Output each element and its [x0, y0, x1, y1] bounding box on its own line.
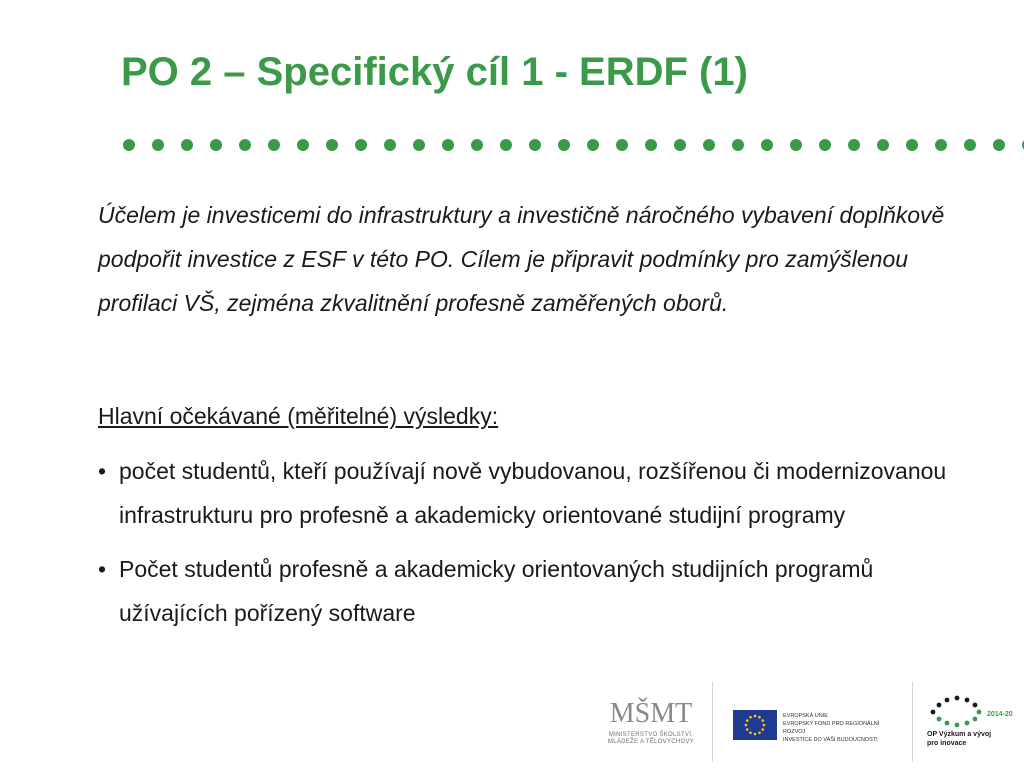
eu-star-icon	[758, 731, 761, 734]
divider-dot	[297, 139, 309, 151]
divider-dot	[790, 139, 802, 151]
list-item	[98, 449, 978, 537]
op-vvv-logo	[927, 688, 1022, 762]
eu-star-icon	[746, 719, 749, 722]
eu-caption-line: EVROPSKÁ UNIE	[783, 713, 828, 719]
divider-dot	[587, 139, 599, 151]
divider-dot	[268, 139, 280, 151]
msmt-caption-line: MINISTERSTVO ŠKOLSTVÍ,	[608, 732, 694, 738]
eu-star-icon	[754, 715, 757, 718]
msmt-mark-text: MŠMT	[609, 698, 693, 729]
op-vvv-mark-icon	[927, 688, 1022, 730]
footer-logos	[585, 682, 1024, 768]
divider-dot	[761, 139, 773, 151]
eu-flag-icon	[733, 710, 777, 740]
divider-dot	[558, 139, 570, 151]
divider-dot	[703, 139, 715, 151]
eu-caption-line: EVROPSKÝ FOND PRO REGIONÁLNÍ ROZVOJ	[783, 721, 880, 735]
divider-dot	[848, 139, 860, 151]
divider-dot	[442, 139, 454, 151]
divider-dot	[674, 139, 686, 151]
msmt-logo	[595, 688, 707, 758]
divider-dot	[616, 139, 628, 151]
list-item-text: Počet studentů profesně a akademicky orientovaných studijních programů užívajících pořízený software	[119, 556, 874, 626]
list-item	[98, 547, 978, 635]
bullet-icon: •	[98, 556, 107, 582]
intro-paragraph: Účelem je investicemi do infrastruktury a investičně náročného vybavení doplňkově podpořit investice z ESF v této PO. Cílem je připravit podmínky pro zamýšlenou profilaci VŠ, zejména zkvalitnění profesně zaměřených oborů.	[98, 202, 945, 316]
list-item-text: počet studentů, kteří používají nově vybudovanou, rozšířenou či modernizovanou infrastrukturu pro profesně a akademicky orientované studijní programy	[119, 458, 947, 528]
eu-star-icon	[745, 724, 748, 727]
msmt-caption-line: MLÁDEŽE A TĚLOVÝCHOVY	[607, 739, 695, 745]
divider-dot	[500, 139, 512, 151]
divider-dot	[645, 139, 657, 151]
divider-dot	[326, 139, 338, 151]
divider-dot	[384, 139, 396, 151]
eu-star-icon	[754, 733, 757, 736]
op-vvv-caption-line: OP Výzkum a vývoj	[927, 731, 992, 738]
eu-star-icon	[749, 716, 752, 719]
divider-dot	[123, 139, 135, 151]
eu-star-icon	[761, 719, 764, 722]
divider-dot	[993, 139, 1005, 151]
op-vvv-caption-line: pro inovace	[927, 740, 967, 747]
eu-caption-line: INVESTICE DO VAŠÍ BUDOUCNOSTI	[783, 737, 878, 743]
eu-star-icon	[746, 728, 749, 731]
divider-dot	[210, 139, 222, 151]
divider-dot	[529, 139, 541, 151]
bullet-icon: •	[98, 458, 107, 484]
divider-dot	[935, 139, 947, 151]
divider-dot	[355, 139, 367, 151]
divider-dot	[906, 139, 918, 151]
divider-dot	[181, 139, 193, 151]
divider-dot	[877, 139, 889, 151]
logo-divider	[712, 682, 713, 762]
eu-star-icon	[761, 728, 764, 731]
eu-star-icon	[749, 731, 752, 734]
op-vvv-years: 2014-20	[987, 711, 1013, 718]
divider-dot	[964, 139, 976, 151]
msmt-caption	[595, 732, 707, 746]
results-heading: Hlavní očekávané (měřitelné) výsledky:	[98, 403, 499, 429]
eu-caption	[783, 712, 903, 744]
msmt-mark-icon	[595, 688, 707, 732]
eu-star-icon	[758, 716, 761, 719]
divider-dot	[471, 139, 483, 151]
divider-dot	[239, 139, 251, 151]
divider-dot	[152, 139, 164, 151]
slide-title: PO 2 – Specifický cíl 1 - ERDF (1)	[121, 50, 748, 94]
divider-dot	[819, 139, 831, 151]
logo-divider	[912, 682, 913, 762]
dotted-divider	[122, 137, 1024, 153]
divider-dot	[732, 139, 744, 151]
results-list	[98, 449, 978, 645]
divider-dot	[413, 139, 425, 151]
eu-star-icon	[763, 724, 766, 727]
op-vvv-caption	[927, 730, 1022, 748]
eu-logo	[733, 710, 901, 742]
